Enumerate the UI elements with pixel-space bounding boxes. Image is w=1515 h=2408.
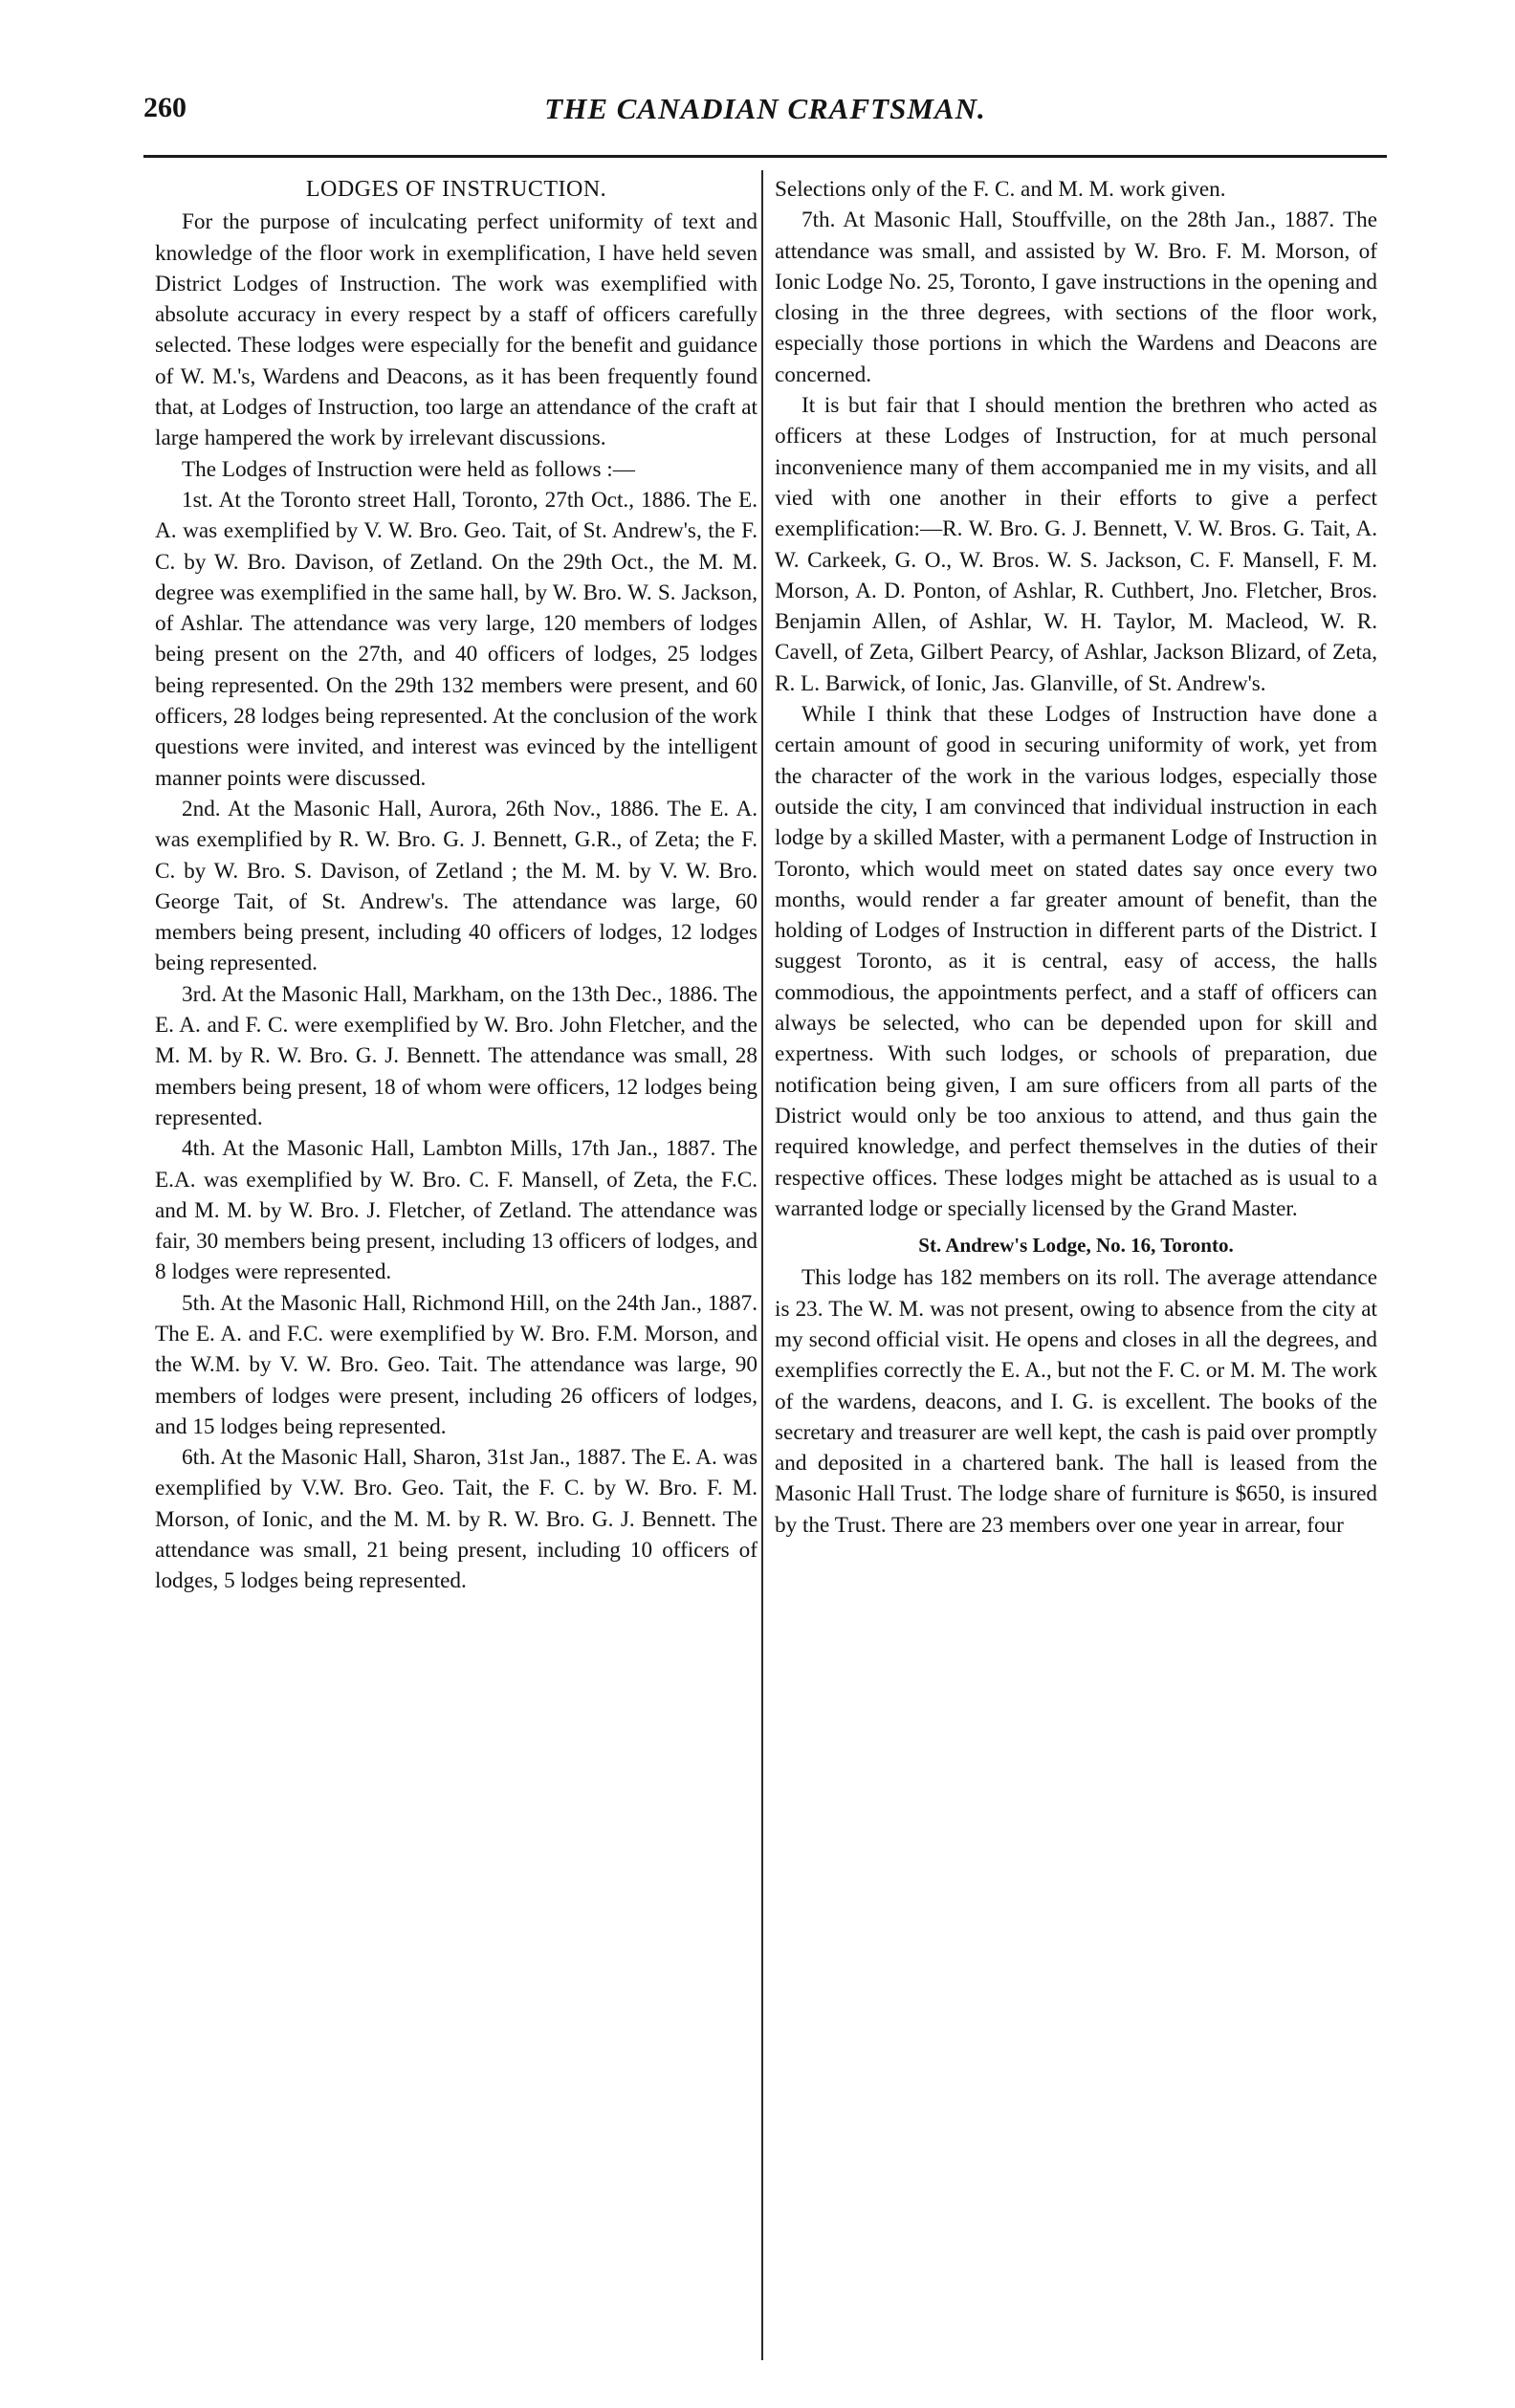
- paragraph: The Lodges of Instruction were held as follows :—: [182, 456, 635, 482]
- page-number: 260: [143, 92, 187, 123]
- right-column: [775, 174, 1377, 1541]
- running-title: THE CANADIAN CRAFTSMAN.: [544, 92, 986, 125]
- paragraph: While I think that these Lodges of Instruction have done a certain amount of good in securing uniformity of work, yet from the character of the work in the various lodges, especially those outside the city, I am convinced that individual instruction in each lodge by a skilled Master, with a permanent Lodge of Instruction in Toronto, which would meet on stated dates say once every two months, would render a far greater amount of benefit, than the holding of Lodges of Instruction in different parts of the District. I suggest Toronto, as it is central, easy of access, the halls commodious, the appointments perfect, and a staff of officers can always be selected, who can be depended upon for skill and expertness. With such lodges, or schools of preparation, due notification being given, I am sure officers from all parts of the District would only be too anxious to attend, and thus gain the required knowledge, and perfect themselves in the duties of their respective offices. These lodges might be attached as is usual to a warranted lodge or specially licensed by the Grand Master.: [775, 702, 1377, 1221]
- paragraph: For the purpose of inculcating perfect uniformity of text and knowledge of the floor work in exemplification, I have held seven District Lodges of Instruction. The work was exemplified with absolute accuracy in every respect by a staff of officers carefully selected. These lodges were especially for the benefit and guidance of W. M.'s, Wardens and Deacons, as it has been frequently found that, at Lodges of Instruction, too large an attendance of the craft at large hampered the work by irrelevant discussions.: [155, 209, 758, 451]
- section-heading: LODGES OF INSTRUCTION.: [305, 177, 607, 202]
- paragraph: 1st. At the Toronto street Hall, Toronto, 27th Oct., 1886. The E. A. was exemplified by V. W. Bro. Geo. Tait, of St. Andrew's, the F. C. by W. Bro. Davison, of Zetland. On the 29th Oct., the M. M. degree was exemplified in the same hall, by W. Bro. W. S. Jackson, of Ashlar. The attendance was very large, 120 members of lodges being present on the 27th, and 40 officers of lodges, 25 lodges being represented. On the 29th 132 members were present, and 60 officers, 28 lodges being represented. At the conclusion of the work questions were invited, and interest was evinced by the intelligent manner points were discussed.: [155, 487, 758, 791]
- paragraph: 4th. At the Masonic Hall, Lambton Mills, 17th Jan., 1887. The E.A. was exemplified by W. Bro. C. F. Mansell, of Zeta, the F.C. and M. M. by W. Bro. J. Fletcher, of Zetland. The attendance was fair, 30 members being present, including 13 officers of lodges, and 8 lodges were represented.: [155, 1136, 758, 1285]
- left-column: [155, 174, 758, 1597]
- paragraph: 3rd. At the Masonic Hall, Markham, on the 13th Dec., 1886. The E. A. and F. C. were exemplified by W. Bro. John Fletcher, and the M. M. by R. W. Bro. G. J. Bennett. The attendance was small, 28 members being present, 18 of whom were officers, 12 lodges being represented.: [155, 981, 758, 1130]
- column-divider: [761, 170, 763, 2360]
- paragraph: 6th. At the Masonic Hall, Sharon, 31st Jan., 1887. The E. A. was exemplified by V.W. Bro. Geo. Tait, the F. C. by W. Bro. F. M. Morson, of Ionic, and the M. M. by R. W. Bro. G. J. Bennett. The attendance was small, 21 being present, including 10 officers of lodges, 5 lodges being represented.: [155, 1445, 758, 1594]
- page-header: [143, 92, 1387, 140]
- header-rule: [143, 155, 1387, 158]
- paragraph: It is but fair that I should mention the brethren who acted as officers at these Lodges of Instruction, for at much personal inconvenience many of them accompanied me in my visits, and all vied with one another in their efforts to give a perfect exemplification:—R. W. Bro. G. J. Bennett, V. W. Bros. G. Tait, A. W. Carkeek, G. O., W. Bros. W. S. Jackson, C. F. Mansell, F. M. Morson, A. D. Ponton, of Ashlar, R. Cuthbert, Jno. Fletcher, Bros. Benjamin Allen, of Ashlar, W. H. Taylor, M. Macleod, W. R. Cavell, of Zeta, Gilbert Pearcy, of Ashlar, Jackson Blizard, of Zeta, R. L. Barwick, of Ionic, Jas. Glanville, of St. Andrew's.: [775, 393, 1377, 696]
- paragraph: 2nd. At the Masonic Hall, Aurora, 26th Nov., 1886. The E. A. was exemplified by R. W. Bro. G. J. Bennett, G.R., of Zeta; the F. C. by W. Bro. S. Davison, of Zetland ; the M. M. by V. W. Bro. George Tait, of St. Andrew's. The attendance was large, 60 members being present, including 40 officers of lodges, 12 lodges being represented.: [155, 796, 758, 976]
- paragraph: 5th. At the Masonic Hall, Richmond Hill, on the 24th Jan., 1887. The E. A. and F.C. were exemplified by W. Bro. F.M. Morson, and the W.M. by V. W. Bro. Geo. Tait. The attendance was large, 90 members of lodges were present, including 26 officers of lodges, and 15 lodges being represented.: [155, 1290, 758, 1439]
- paragraph: This lodge has 182 members on its roll. The average attendance is 23. The W. M. was not present, owing to absence from the city at my second official visit. He opens and closes in all the degrees, and exemplifies correctly the E. A., but not the F. C. or M. M. The work of the wardens, deacons, and I. G. is excellent. The books of the secretary and treasurer are well kept, the cash is paid over promptly and deposited in a chartered bank. The hall is leased from the Masonic Hall Trust. The lodge share of furniture is $650, is insured by the Trust. There are 23 members over one year in arrear, four: [775, 1265, 1377, 1538]
- lodge-subheading: St. Andrew's Lodge, No. 16, Toronto.: [918, 1234, 1234, 1258]
- continued-paragraph: Selections only of the F. C. and M. M. work given.: [775, 177, 1226, 202]
- paragraph: 7th. At Masonic Hall, Stouffville, on the 28th Jan., 1887. The attendance was small, and assisted by W. Bro. F. M. Morson, of Ionic Lodge No. 25, Toronto, I gave instructions in the opening and closing in the three degrees, with sections of the floor work, especially those portions in which the Wardens and Deacons are concerned.: [775, 208, 1377, 387]
